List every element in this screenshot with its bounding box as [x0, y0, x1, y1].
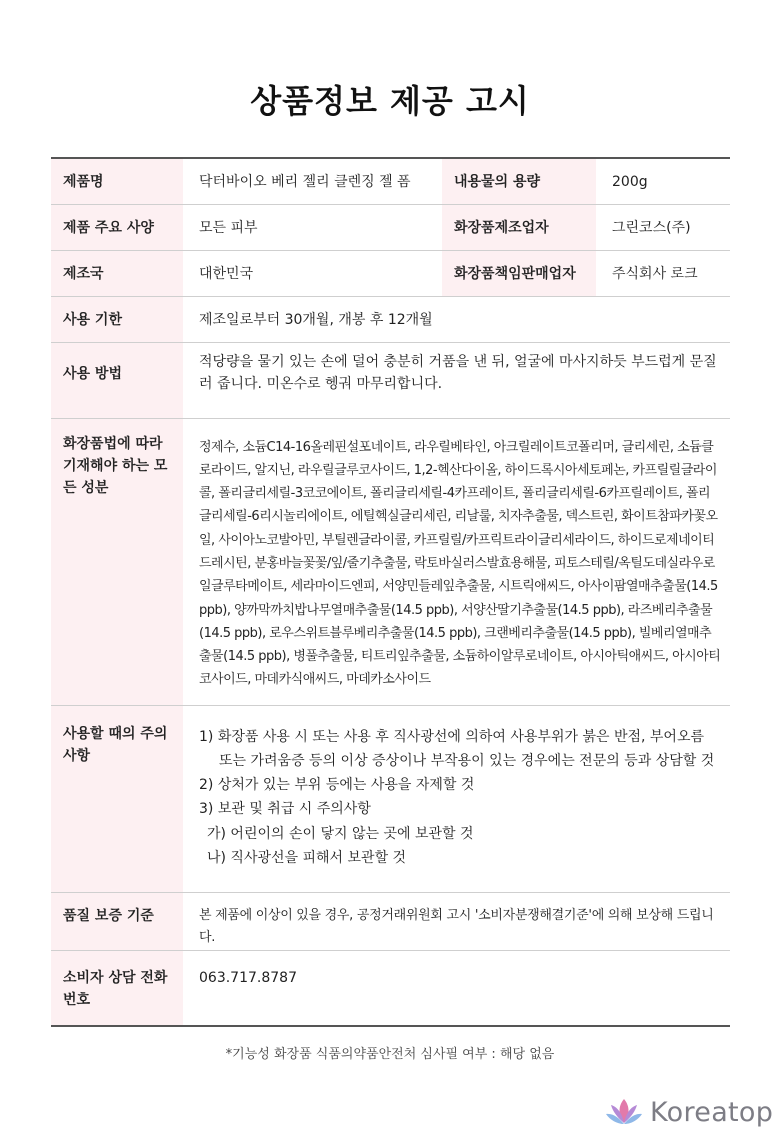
table-row: [51, 892, 730, 950]
expiry-label: 사용 기한: [51, 296, 183, 342]
ingredients-label: 화장품법에 따라 기재해야 하는 모든 성분: [51, 418, 183, 705]
seller-label: 화장품책임판매업자: [442, 250, 596, 296]
table-row: [51, 296, 730, 342]
manufacturer-value: 그린코스(주): [596, 204, 730, 250]
spec-value: 모든 피부: [183, 204, 442, 250]
brand-logo: [604, 1094, 773, 1130]
caution-line: 1) 화장품 사용 시 또는 사용 후 직사광선에 의하여 사용부위가 붉은 반점, 부어오름: [199, 728, 704, 745]
seller-value: 주식회사 로크: [596, 250, 730, 296]
logo-text: Koreatop: [650, 1096, 774, 1128]
caution-line: 가) 어린이의 손이 닿지 않는 곳에 보관할 것: [207, 825, 474, 842]
page-title: 상품정보 제공 고시: [250, 82, 530, 120]
caution-label: 사용할 때의 주의사항: [51, 705, 183, 892]
country-value: 대한민국: [183, 250, 442, 296]
lotus-icon: [604, 1096, 644, 1128]
quality-value: 본 제품에 이상이 있을 경우, 공정거래위원회 고시 '소비자분쟁해결기준'에 의해 보상해 드립니다.: [183, 892, 730, 950]
footnote: *기능성 화장품 식품의약품안전처 심사필 여부 : 해당 없음: [225, 1047, 555, 1062]
table-row: [51, 342, 730, 418]
table-row: [51, 418, 730, 705]
usage-label: 사용 방법: [51, 342, 183, 418]
table-row: [51, 158, 730, 204]
product-name-label: 제품명: [51, 158, 183, 204]
phone-label: 소비자 상담 전화 번호: [51, 950, 183, 1026]
caution-line: 3) 보관 및 취급 시 주의사항: [199, 801, 371, 818]
expiry-value: 제조일로부터 30개월, 개봉 후 12개월: [183, 296, 730, 342]
table-row: [51, 705, 730, 892]
manufacturer-label: 화장품제조업자: [442, 204, 596, 250]
caution-list: [183, 705, 730, 892]
volume-value: 200g: [596, 158, 730, 204]
caution-line: 또는 가려움증 등의 이상 증상이나 부작용이 있는 경우에는 전문의 등과 상담할 것: [219, 752, 715, 769]
table-row: [51, 950, 730, 1026]
phone-value: 063.717.8787: [183, 950, 730, 1026]
ingredients-value: 정제수, 소듐C14-16올레핀설포네이트, 라우릴베타인, 아크릴레이트코폴리머, 글리세린, 소듐클로라이드, 알지닌, 라우릴글루코사이드, 1,2-헥산다이올, 하이드록시아세토페논, 카프릴릴글라이콜, 폴리글리세릴-3코코에이트, 폴리글리세릴-4카프레이트, 폴리글리세릴-6카프릴레이트, 폴리글리세릴-6리시놀리에이트, 에틸헥실글리세린, 리날룰, 치자추출물, 덱스트린, 화이트참파카꽃오일, 사이아노코발아민, 부틸렌글라이콜, 카프릴릴/카프릭트라이글리세라이드, 하이드로제네이티드레시틴, 분홍바늘꽃꽃/잎/줄기추출물, 락토바실러스발효용해물, 피토스테릴/옥틸도데실라우로일글루타메이트, 세라마이드엔피, 서양민들레잎추출물, 시트릭애씨드, 아사이팜열매추출물(14.5 ppb), 양까막까치밥나무열매추출물(14.5 ppb), 서양산딸기추출물(14.5 ppb), 라즈베리추출물(14.5 ppb), 로우스위트블루베리추출물(14.5 ppb), 크랜베리추출물(14.5 ppb), 빌베리열매추출물(14.5 ppb), 병풀추출물, 티트리잎추출물, 소듐하이알루로네이트, 아시아틱애씨드, 아시아티코사이드, 마데카식애씨드, 마데카소사이드: [183, 418, 730, 705]
caution-line: 2) 상처가 있는 부위 등에는 사용을 자제할 것: [199, 777, 475, 794]
caution-line: 나) 직사광선을 피해서 보관할 것: [207, 849, 407, 866]
product-name-value: 닥터바이오 베리 젤리 클렌징 젤 폼: [183, 158, 442, 204]
volume-label: 내용물의 용량: [442, 158, 596, 204]
table-row: [51, 250, 730, 296]
quality-label: 품질 보증 기준: [51, 892, 183, 950]
table-row: [51, 204, 730, 250]
usage-value: 적당량을 물기 있는 손에 덜어 충분히 거품을 낸 뒤, 얼굴에 마사지하듯 부드럽게 문질러 줍니다. 미온수로 헹궈 마무리합니다.: [183, 342, 730, 418]
spec-label: 제품 주요 사양: [51, 204, 183, 250]
country-label: 제조국: [51, 250, 183, 296]
product-info-table: [51, 157, 730, 1027]
